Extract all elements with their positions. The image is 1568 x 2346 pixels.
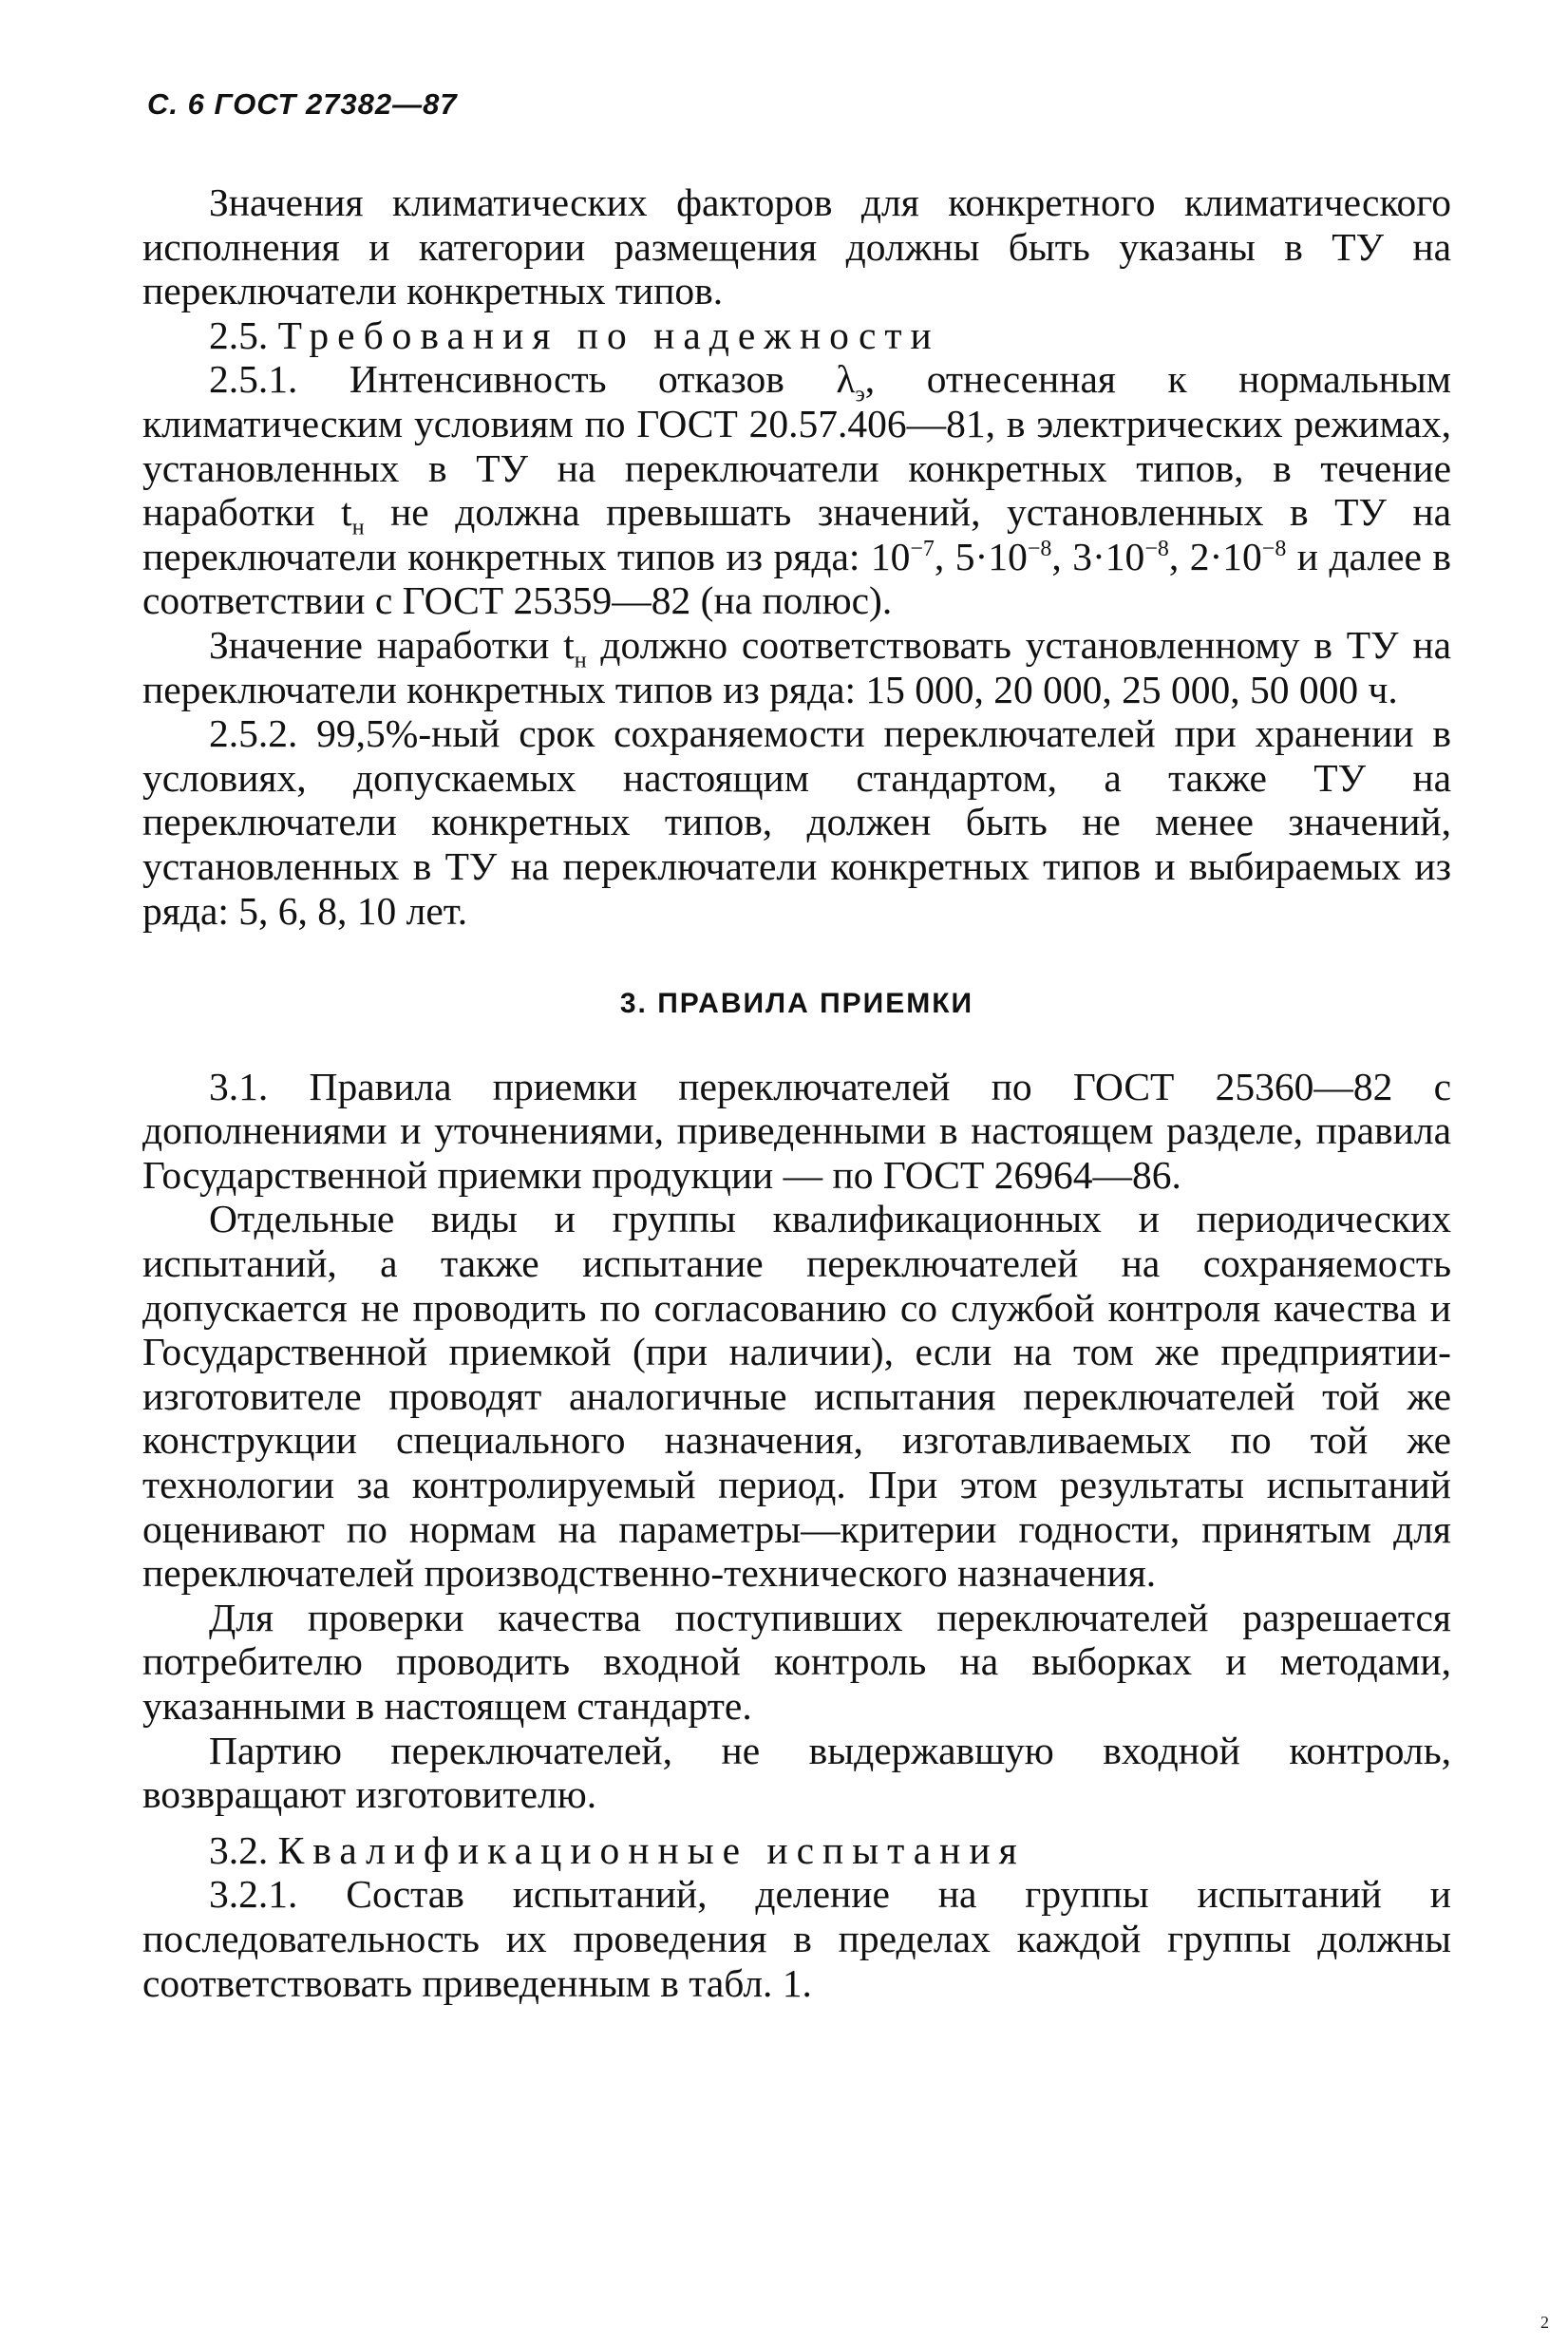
p251-part1: 2.5.1. Интенсивность отказов λ — [209, 357, 856, 402]
p251-part7: и далее в соответствии с ГОСТ 25359—82 (на полюс). — [142, 534, 1451, 623]
p251-part4: , 5·10 — [934, 534, 1028, 578]
section-3-2-title: Квалификационные испытания — [277, 1827, 1026, 1872]
paragraph-3-1-tests: Отдельные виды и группы квалификационных и периодических испытаний, а также испытание переключателей на сохраняемость допускается не проводить по согласованию со службой контроля качества и Государственной приемкой (при наличии), если на том же предприятии-изготовителе проводят аналогичные испытания переключателей той же конструкции специального назначения, изготавливаемых по той же технологии за контролируемый период. При этом результаты испытаний оценивают по нормам на параметры—критерии годности, принятым для переключателей производственно-технического назначения. — [142, 1197, 1451, 1596]
p251-part5: , 3·10 — [1051, 534, 1145, 578]
paragraph-2-5-2: 2.5.2. 99,5%-ный срок сохраняемости переключателей при хранении в условиях, допускаемых настоящим стандартом, а также ТУ на переключатели конкретных типов, должен быть не менее значений, установленных в ТУ на переключатели конкретных типов и выбираемых из ряда: 5, 6, 8, 10 лет. — [142, 711, 1451, 933]
paragraph-3-1: 3.1. Правила приемки переключателей по ГОСТ 25360—82 с дополнениями и уточнениями, приведенными в настоящем разделе, правила Государственной приемки продукции — по ГОСТ 26964—86. — [142, 1064, 1451, 1197]
section-3-2-number: 3.2. — [209, 1827, 269, 1872]
paragraph-2-5-1 — [142, 357, 1451, 623]
paragraph-3-1-input-control: Для проверки качества поступивших переключателей разрешается потребителю проводить входной контроль на выборках и методами, указанными в настоящем стандарте. — [142, 1595, 1451, 1728]
p251-exp3: −8 — [1144, 536, 1169, 561]
body-text — [142, 180, 1451, 2005]
p251-part6: , 2·10 — [1168, 534, 1262, 578]
p251-sub1: э — [855, 382, 865, 407]
paragraph-3-1-return: Партию переключателей, не выдержавшую входной контроль, возвращают изготовителю. — [142, 1728, 1451, 1817]
p251-sub2: н — [351, 515, 365, 540]
p251b-sub: н — [574, 648, 587, 673]
section-3-2-heading — [142, 1828, 1451, 1873]
margin-mark: 2 — [1540, 2313, 1549, 2332]
intro-paragraph: Значения климатических факторов для конкретного климатического исполнения и категории размещения должны быть указаны в ТУ на переключатели конкретных типов. — [142, 180, 1451, 313]
p251b-part2: должно соответствовать установленному в ТУ на переключатели конкретных типов из ряда: 15 000, 20 000, 25 000, 50 000 ч. — [142, 622, 1451, 711]
p251-exp2: −8 — [1027, 536, 1052, 561]
section-2-5-number: 2.5. — [209, 312, 269, 357]
paragraph-2-5-1-operating-time — [142, 623, 1451, 711]
section-2-5-heading — [142, 313, 1451, 358]
p251b-part1: Значение наработки t — [209, 622, 575, 667]
p251-exp1: −7 — [910, 536, 935, 561]
p251-part2: , отнесенная к нормальным климатическим условиям по ГОСТ 20.57.406—81, в электрических режимах, установленных в ТУ на переключатели конкретных типов, в течение наработки t — [142, 357, 1451, 535]
p251-exp4: −8 — [1261, 536, 1287, 561]
section-3-heading: 3. ПРАВИЛА ПРИЕМКИ — [619, 988, 974, 1020]
section-2-5-title: Требования по надежности — [277, 312, 940, 357]
paragraph-3-2-1: 3.2.1. Состав испытаний, деление на группы испытаний и последовательность их проведения в пределах каждой группы должны соответствовать приведенным в табл. 1. — [142, 1872, 1451, 2005]
page-header: С. 6 ГОСТ 27382—87 — [147, 87, 458, 121]
p251-part3: не должна превышать значений, установленных в ТУ на переключатели конкретных типов из ряда: 10 — [142, 490, 1451, 578]
